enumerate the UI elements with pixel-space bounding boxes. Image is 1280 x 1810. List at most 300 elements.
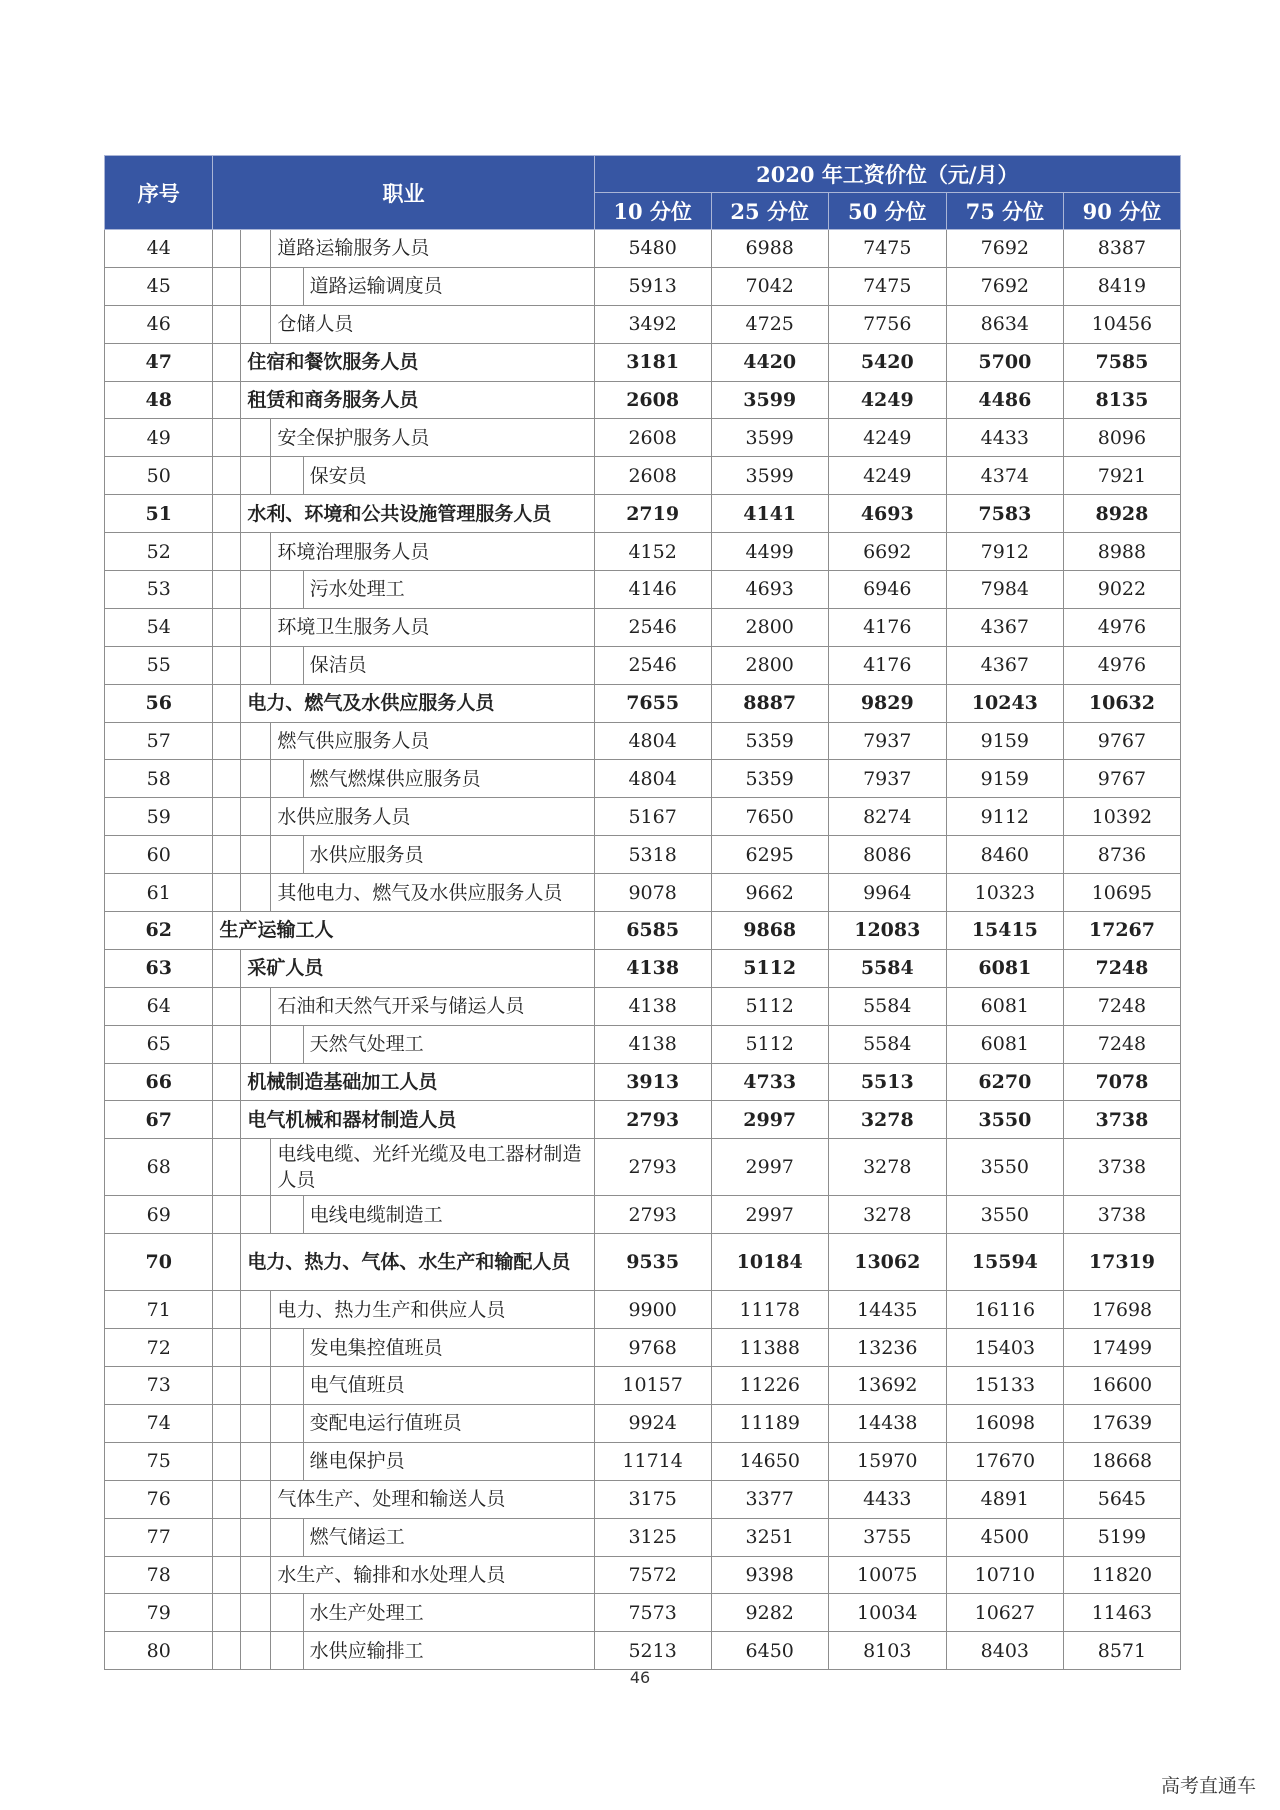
row-number: 51 — [105, 495, 213, 533]
indent-cell — [213, 495, 241, 533]
indent-cell — [241, 1442, 271, 1480]
wage-value: 10157 — [594, 1367, 711, 1405]
wage-value: 11189 — [711, 1404, 828, 1442]
wage-value: 15594 — [946, 1234, 1063, 1291]
wage-value: 17670 — [946, 1442, 1063, 1480]
indent-cell — [213, 949, 241, 987]
occupation-name: 燃气储运工 — [303, 1518, 594, 1556]
wage-value: 9768 — [594, 1329, 711, 1367]
row-number: 78 — [105, 1556, 213, 1594]
row-number: 57 — [105, 722, 213, 760]
indent-cell — [213, 1367, 241, 1405]
indent-cell — [213, 1632, 241, 1670]
wage-value: 7937 — [828, 722, 946, 760]
indent-cell — [241, 305, 271, 343]
table-row — [105, 1101, 1181, 1139]
occupation-name: 租赁和商务服务人员 — [241, 381, 594, 419]
indent-cell — [213, 1442, 241, 1480]
occupation-name: 环境治理服务人员 — [271, 533, 594, 571]
wage-value: 14650 — [711, 1442, 828, 1480]
row-number: 71 — [105, 1291, 213, 1329]
wage-value: 10632 — [1063, 684, 1180, 722]
row-number: 52 — [105, 533, 213, 571]
indent-cell — [271, 760, 303, 798]
wage-value: 5112 — [711, 987, 828, 1025]
p90-header: 90 分位 — [1063, 193, 1180, 230]
wage-value: 6692 — [828, 533, 946, 571]
wage-value: 5513 — [828, 1063, 946, 1101]
wage-value: 3913 — [594, 1063, 711, 1101]
wage-value: 7937 — [828, 760, 946, 798]
occupation-name: 电线电缆、光纤光缆及电工器材制造人员 — [271, 1139, 594, 1196]
wage-value: 8736 — [1063, 836, 1180, 874]
occupation-name: 生产运输工人 — [213, 912, 594, 950]
occupation-name: 继电保护员 — [303, 1442, 594, 1480]
occupation-name: 水供应服务员 — [303, 836, 594, 874]
indent-cell — [241, 1329, 271, 1367]
indent-cell — [213, 987, 241, 1025]
wage-value: 12083 — [828, 912, 946, 950]
wage-value: 13062 — [828, 1234, 946, 1291]
wage-value: 3125 — [594, 1518, 711, 1556]
row-number: 58 — [105, 760, 213, 798]
wage-value: 2997 — [711, 1196, 828, 1234]
wage-value: 5213 — [594, 1632, 711, 1670]
wage-value: 17499 — [1063, 1329, 1180, 1367]
indent-cell — [213, 798, 241, 836]
wage-value: 6295 — [711, 836, 828, 874]
table-row — [105, 1404, 1181, 1442]
occupation-header: 职业 — [213, 156, 594, 230]
indent-cell — [271, 836, 303, 874]
indent-cell — [271, 1196, 303, 1234]
indent-cell — [241, 874, 271, 912]
occupation-name: 电线电缆制造工 — [303, 1196, 594, 1234]
occupation-name: 保洁员 — [303, 646, 594, 684]
occupation-name: 燃气供应服务人员 — [271, 722, 594, 760]
p50-header: 50 分位 — [828, 193, 946, 230]
indent-cell — [241, 533, 271, 571]
occupation-name: 道路运输服务人员 — [271, 230, 594, 268]
table-row — [105, 1518, 1181, 1556]
table-row — [105, 1594, 1181, 1632]
indent-cell — [213, 457, 241, 495]
wage-value: 16098 — [946, 1404, 1063, 1442]
occupation-name: 变配电运行值班员 — [303, 1404, 594, 1442]
wage-value: 7248 — [1063, 1025, 1180, 1063]
wage-value: 3738 — [1063, 1196, 1180, 1234]
row-number: 64 — [105, 987, 213, 1025]
wage-value: 3599 — [711, 419, 828, 457]
wage-value: 2997 — [711, 1139, 828, 1196]
row-number: 80 — [105, 1632, 213, 1670]
wage-value: 5112 — [711, 1025, 828, 1063]
wage-value: 4693 — [828, 495, 946, 533]
indent-cell — [241, 722, 271, 760]
wage-value: 11226 — [711, 1367, 828, 1405]
wage-value: 5584 — [828, 987, 946, 1025]
row-number: 45 — [105, 267, 213, 305]
wage-value: 2608 — [594, 381, 711, 419]
occupation-name: 污水处理工 — [303, 571, 594, 609]
table-row — [105, 267, 1181, 305]
wage-value: 7692 — [946, 230, 1063, 268]
indent-cell — [271, 1367, 303, 1405]
row-number: 56 — [105, 684, 213, 722]
wage-value: 2800 — [711, 646, 828, 684]
wage-value: 9398 — [711, 1556, 828, 1594]
wage-value: 3278 — [828, 1139, 946, 1196]
wage-value: 3175 — [594, 1480, 711, 1518]
indent-cell — [241, 646, 271, 684]
wage-value: 5420 — [828, 343, 946, 381]
table-row — [105, 1442, 1181, 1480]
wage-value: 3550 — [946, 1139, 1063, 1196]
indent-cell — [213, 1594, 241, 1632]
watermark: 高考直通车 — [1160, 1775, 1256, 1797]
indent-cell — [213, 419, 241, 457]
table-row — [105, 684, 1181, 722]
wage-value: 7650 — [711, 798, 828, 836]
wage-value: 5584 — [828, 1025, 946, 1063]
indent-cell — [213, 1329, 241, 1367]
occupation-name: 水生产、输排和水处理人员 — [271, 1556, 594, 1594]
wage-value: 10034 — [828, 1594, 946, 1632]
table-row — [105, 1367, 1181, 1405]
indent-cell — [213, 1063, 241, 1101]
wage-value: 2997 — [711, 1101, 828, 1139]
wage-value: 10243 — [946, 684, 1063, 722]
wage-value: 8571 — [1063, 1632, 1180, 1670]
p10-header: 10 分位 — [594, 193, 711, 230]
wage-value: 11820 — [1063, 1556, 1180, 1594]
wage-value: 5584 — [828, 949, 946, 987]
wage-value: 17267 — [1063, 912, 1180, 950]
indent-cell — [213, 722, 241, 760]
indent-cell — [271, 267, 303, 305]
wage-value: 7042 — [711, 267, 828, 305]
wage-value: 7573 — [594, 1594, 711, 1632]
table-row — [105, 987, 1181, 1025]
row-number: 54 — [105, 608, 213, 646]
wage-value: 5359 — [711, 722, 828, 760]
indent-cell — [241, 1025, 271, 1063]
indent-cell — [271, 1025, 303, 1063]
indent-cell — [213, 1139, 241, 1196]
wage-value: 7248 — [1063, 949, 1180, 987]
wage-value: 9159 — [946, 722, 1063, 760]
wage-value: 8274 — [828, 798, 946, 836]
row-number: 74 — [105, 1404, 213, 1442]
row-number: 77 — [105, 1518, 213, 1556]
wage-value: 7583 — [946, 495, 1063, 533]
row-number: 73 — [105, 1367, 213, 1405]
indent-cell — [213, 1518, 241, 1556]
wage-value: 9112 — [946, 798, 1063, 836]
wage-value: 4141 — [711, 495, 828, 533]
table-row — [105, 419, 1181, 457]
wage-value: 9535 — [594, 1234, 711, 1291]
row-number: 46 — [105, 305, 213, 343]
wage-table — [104, 155, 1181, 1670]
wage-value: 4486 — [946, 381, 1063, 419]
wage-value: 7475 — [828, 267, 946, 305]
wage-group-header: 2020 年工资价位（元/月） — [594, 156, 1180, 193]
wage-value: 4249 — [828, 457, 946, 495]
indent-cell — [271, 1518, 303, 1556]
wage-value: 2608 — [594, 419, 711, 457]
wage-value: 7655 — [594, 684, 711, 722]
table-row — [105, 1025, 1181, 1063]
wage-value: 2793 — [594, 1196, 711, 1234]
occupation-name: 其他电力、燃气及水供应服务人员 — [271, 874, 594, 912]
seq-header: 序号 — [105, 156, 213, 230]
row-number: 49 — [105, 419, 213, 457]
table-row — [105, 760, 1181, 798]
wage-value: 8135 — [1063, 381, 1180, 419]
wage-value: 18668 — [1063, 1442, 1180, 1480]
indent-cell — [213, 684, 241, 722]
wage-value: 4176 — [828, 646, 946, 684]
wage-value: 3599 — [711, 381, 828, 419]
indent-cell — [271, 646, 303, 684]
wage-value: 11714 — [594, 1442, 711, 1480]
occupation-name: 电力、热力生产和供应人员 — [271, 1291, 594, 1329]
wage-value: 9964 — [828, 874, 946, 912]
indent-cell — [213, 874, 241, 912]
table-row — [105, 722, 1181, 760]
wage-value: 15403 — [946, 1329, 1063, 1367]
wage-value: 9159 — [946, 760, 1063, 798]
wage-value: 13692 — [828, 1367, 946, 1405]
wage-value: 3755 — [828, 1518, 946, 1556]
indent-cell — [241, 1556, 271, 1594]
indent-cell — [271, 1329, 303, 1367]
wage-value: 5359 — [711, 760, 828, 798]
occupation-name: 水利、环境和公共设施管理服务人员 — [241, 495, 594, 533]
wage-value: 10323 — [946, 874, 1063, 912]
indent-cell — [213, 646, 241, 684]
row-number: 59 — [105, 798, 213, 836]
table-row — [105, 457, 1181, 495]
table-body — [105, 230, 1181, 1670]
table-row — [105, 1196, 1181, 1234]
table-row — [105, 571, 1181, 609]
row-number: 68 — [105, 1139, 213, 1196]
row-number: 53 — [105, 571, 213, 609]
occupation-name: 保安员 — [303, 457, 594, 495]
indent-cell — [241, 760, 271, 798]
occupation-name: 燃气燃煤供应服务员 — [303, 760, 594, 798]
indent-cell — [241, 1139, 271, 1196]
wage-value: 16116 — [946, 1291, 1063, 1329]
indent-cell — [213, 1196, 241, 1234]
wage-value: 9078 — [594, 874, 711, 912]
indent-cell — [213, 1291, 241, 1329]
wage-value: 5167 — [594, 798, 711, 836]
row-number: 70 — [105, 1234, 213, 1291]
wage-value: 10695 — [1063, 874, 1180, 912]
indent-cell — [241, 457, 271, 495]
wage-value: 8387 — [1063, 230, 1180, 268]
indent-cell — [271, 457, 303, 495]
indent-cell — [213, 230, 241, 268]
table-row — [105, 949, 1181, 987]
wage-value: 6450 — [711, 1632, 828, 1670]
indent-cell — [241, 1404, 271, 1442]
wage-value: 5112 — [711, 949, 828, 987]
wage-value: 3738 — [1063, 1139, 1180, 1196]
indent-cell — [213, 343, 241, 381]
row-number: 76 — [105, 1480, 213, 1518]
wage-value: 8096 — [1063, 419, 1180, 457]
wage-value: 9900 — [594, 1291, 711, 1329]
indent-cell — [213, 1404, 241, 1442]
wage-value: 4804 — [594, 722, 711, 760]
wage-value: 2793 — [594, 1101, 711, 1139]
indent-cell — [241, 571, 271, 609]
row-number: 61 — [105, 874, 213, 912]
wage-value: 4152 — [594, 533, 711, 571]
wage-value: 3278 — [828, 1101, 946, 1139]
row-number: 47 — [105, 343, 213, 381]
wage-value: 10184 — [711, 1234, 828, 1291]
wage-value: 9924 — [594, 1404, 711, 1442]
indent-cell — [241, 798, 271, 836]
indent-cell — [241, 1632, 271, 1670]
table-row — [105, 343, 1181, 381]
table-row — [105, 1632, 1181, 1670]
wage-value: 6081 — [946, 1025, 1063, 1063]
wage-value: 8634 — [946, 305, 1063, 343]
wage-value: 15133 — [946, 1367, 1063, 1405]
wage-value: 17639 — [1063, 1404, 1180, 1442]
wage-value: 4249 — [828, 381, 946, 419]
wage-value: 7984 — [946, 571, 1063, 609]
occupation-name: 水生产处理工 — [303, 1594, 594, 1632]
wage-value: 4374 — [946, 457, 1063, 495]
table-row — [105, 533, 1181, 571]
row-number: 67 — [105, 1101, 213, 1139]
table-row — [105, 1139, 1181, 1196]
wage-value: 4500 — [946, 1518, 1063, 1556]
occupation-name: 天然气处理工 — [303, 1025, 594, 1063]
wage-value: 10710 — [946, 1556, 1063, 1594]
wage-value: 9767 — [1063, 722, 1180, 760]
wage-value: 5700 — [946, 343, 1063, 381]
row-number: 79 — [105, 1594, 213, 1632]
occupation-name: 电力、燃气及水供应服务人员 — [241, 684, 594, 722]
wage-value: 15970 — [828, 1442, 946, 1480]
wage-value: 13236 — [828, 1329, 946, 1367]
wage-value: 8460 — [946, 836, 1063, 874]
occupation-name: 安全保护服务人员 — [271, 419, 594, 457]
wage-value: 7921 — [1063, 457, 1180, 495]
wage-value: 4367 — [946, 646, 1063, 684]
table-row — [105, 874, 1181, 912]
indent-cell — [213, 571, 241, 609]
row-number: 65 — [105, 1025, 213, 1063]
wage-value: 11388 — [711, 1329, 828, 1367]
header-row-1 — [105, 156, 1181, 193]
wage-value: 3181 — [594, 343, 711, 381]
wage-value: 7912 — [946, 533, 1063, 571]
table-row — [105, 798, 1181, 836]
wage-value: 8086 — [828, 836, 946, 874]
wage-value: 6585 — [594, 912, 711, 950]
wage-value: 4891 — [946, 1480, 1063, 1518]
indent-cell — [241, 1480, 271, 1518]
table-row — [105, 230, 1181, 268]
p25-header: 25 分位 — [711, 193, 828, 230]
wage-value: 7585 — [1063, 343, 1180, 381]
table-row — [105, 495, 1181, 533]
indent-cell — [271, 571, 303, 609]
occupation-name: 气体生产、处理和输送人员 — [271, 1480, 594, 1518]
wage-value: 10627 — [946, 1594, 1063, 1632]
occupation-name: 电气值班员 — [303, 1367, 594, 1405]
wage-value: 3278 — [828, 1196, 946, 1234]
wage-value: 2546 — [594, 646, 711, 684]
wage-value: 8928 — [1063, 495, 1180, 533]
wage-value: 5318 — [594, 836, 711, 874]
wage-value: 4976 — [1063, 608, 1180, 646]
wage-value: 4733 — [711, 1063, 828, 1101]
row-number: 72 — [105, 1329, 213, 1367]
indent-cell — [241, 267, 271, 305]
wage-value: 10456 — [1063, 305, 1180, 343]
wage-value: 4433 — [828, 1480, 946, 1518]
wage-value: 10392 — [1063, 798, 1180, 836]
indent-cell — [241, 1196, 271, 1234]
wage-value: 6081 — [946, 949, 1063, 987]
indent-cell — [213, 1480, 241, 1518]
occupation-name: 采矿人员 — [241, 949, 594, 987]
wage-value: 8419 — [1063, 267, 1180, 305]
indent-cell — [241, 1291, 271, 1329]
occupation-name: 道路运输调度员 — [303, 267, 594, 305]
indent-cell — [241, 230, 271, 268]
table-row — [105, 1480, 1181, 1518]
wage-value: 11178 — [711, 1291, 828, 1329]
wage-value: 7756 — [828, 305, 946, 343]
wage-value: 9282 — [711, 1594, 828, 1632]
occupation-name: 电气机械和器材制造人员 — [241, 1101, 594, 1139]
wage-value: 2800 — [711, 608, 828, 646]
wage-value: 6988 — [711, 230, 828, 268]
occupation-name: 水供应服务人员 — [271, 798, 594, 836]
table-row — [105, 381, 1181, 419]
indent-cell — [213, 760, 241, 798]
wage-value: 8403 — [946, 1632, 1063, 1670]
wage-value: 9829 — [828, 684, 946, 722]
occupation-name: 仓储人员 — [271, 305, 594, 343]
wage-value: 15415 — [946, 912, 1063, 950]
indent-cell — [241, 1518, 271, 1556]
wage-value: 7572 — [594, 1556, 711, 1594]
wage-value: 4433 — [946, 419, 1063, 457]
indent-cell — [213, 608, 241, 646]
indent-cell — [241, 1594, 271, 1632]
wage-value: 4804 — [594, 760, 711, 798]
occupation-name: 机械制造基础加工人员 — [241, 1063, 594, 1101]
row-number: 50 — [105, 457, 213, 495]
occupation-name: 环境卫生服务人员 — [271, 608, 594, 646]
indent-cell — [213, 305, 241, 343]
table-row — [105, 1556, 1181, 1594]
indent-cell — [213, 1556, 241, 1594]
row-number: 66 — [105, 1063, 213, 1101]
